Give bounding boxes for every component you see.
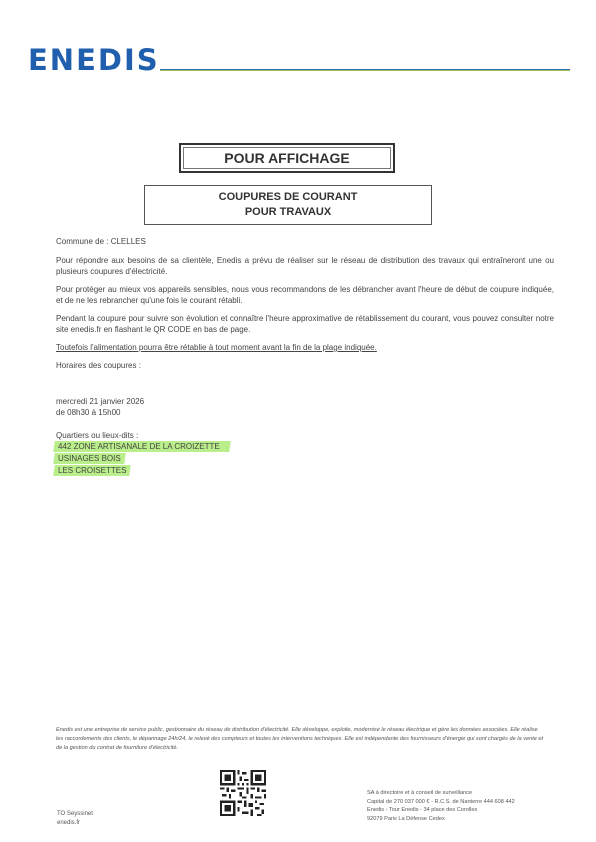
footer-legal-line4: 92079 Paris La Défense Cedex (367, 815, 445, 822)
paragraph-1: Pour répondre aux besoins de sa clientèle, Enedis a prévu de réaliser sur le réseau de distribution des travaux qui entraîneront une ou plusieurs coupures d'électricité. (56, 256, 554, 276)
paragraph-2: Pour protéger au mieux vos appareils sensibles, nous vous recommandons de les débrancher avant l'heure de début de coupure indiquée, et de ne les rebrancher qu'une fois le courant rétabli. (56, 285, 554, 305)
hours-label: Horaires des coupures : (56, 361, 141, 370)
places-list (56, 441, 554, 476)
place-item: USINAGES BOIS (53, 453, 125, 464)
footer-legal-info (367, 789, 515, 823)
warning-text: Toutefois l'alimentation pourra être rétablie à tout moment avant la fin de la plage indiquée. (56, 343, 377, 352)
notice-title-text: POUR AFFICHAGE (224, 150, 350, 166)
enedis-logo: ENEDIS (28, 43, 160, 77)
notice-subtitle (144, 185, 432, 225)
notice-subtitle-line2: POUR TRAVAUX (244, 206, 332, 218)
commune: Commune de : CLELLES (56, 237, 146, 246)
footer-left-info (57, 810, 93, 828)
footer-left-line1: TO Seyssinet (57, 811, 93, 817)
footer-website-link[interactable]: enedis.fr (57, 820, 81, 826)
paragraph-3: Pendant la coupure pour suivre son évolution et connaître l'heure approximative de rétablissement du courant, vous pouvez consulter notre site enedis.fr en flashant le QR CODE en bas de page. (56, 314, 554, 334)
qr-code-icon[interactable] (220, 770, 266, 816)
footer-note: Enedis est une entreprise de service public, gestionnaire du réseau de distribution d'électricité. Elle développe, exploite, modernise le réseau électrique et gère les données associées. Elle réalise les raccordements des clients, le dépannage 24h/24, le relevé des compteurs et toutes les interventions techniques. Elle est indépendante des fournisseurs d'énergie qui sont chargés de la vente et de la gestion du contrat de fourniture d'électricité. (56, 727, 544, 751)
footer-legal-line2: Capital de 270 037 000 € - R.C.S. de Nanterre 444 608 442 (367, 798, 515, 805)
place-item: 442 ZONE ARTISANALE DE LA CROIZETTE (53, 441, 230, 452)
outage-date: mercredi 21 janvier 2026 (56, 397, 145, 406)
place-item: LES CROISETTES (53, 465, 131, 476)
places-label: Quartiers ou lieux-dits : (56, 431, 139, 440)
footer-legal-line3: Enedis - Tour Enedis - 34 place des Corolles (367, 807, 478, 814)
footer-legal-line1: SA à directoire et à conseil de surveillance (367, 790, 473, 796)
notice-title (179, 143, 395, 173)
notice-subtitle-line1: COUPURES DE COURANT (218, 191, 358, 203)
outage-time: de 08h30 à 15h00 (56, 408, 121, 417)
header-rule (160, 69, 570, 71)
notice-body (56, 236, 554, 476)
